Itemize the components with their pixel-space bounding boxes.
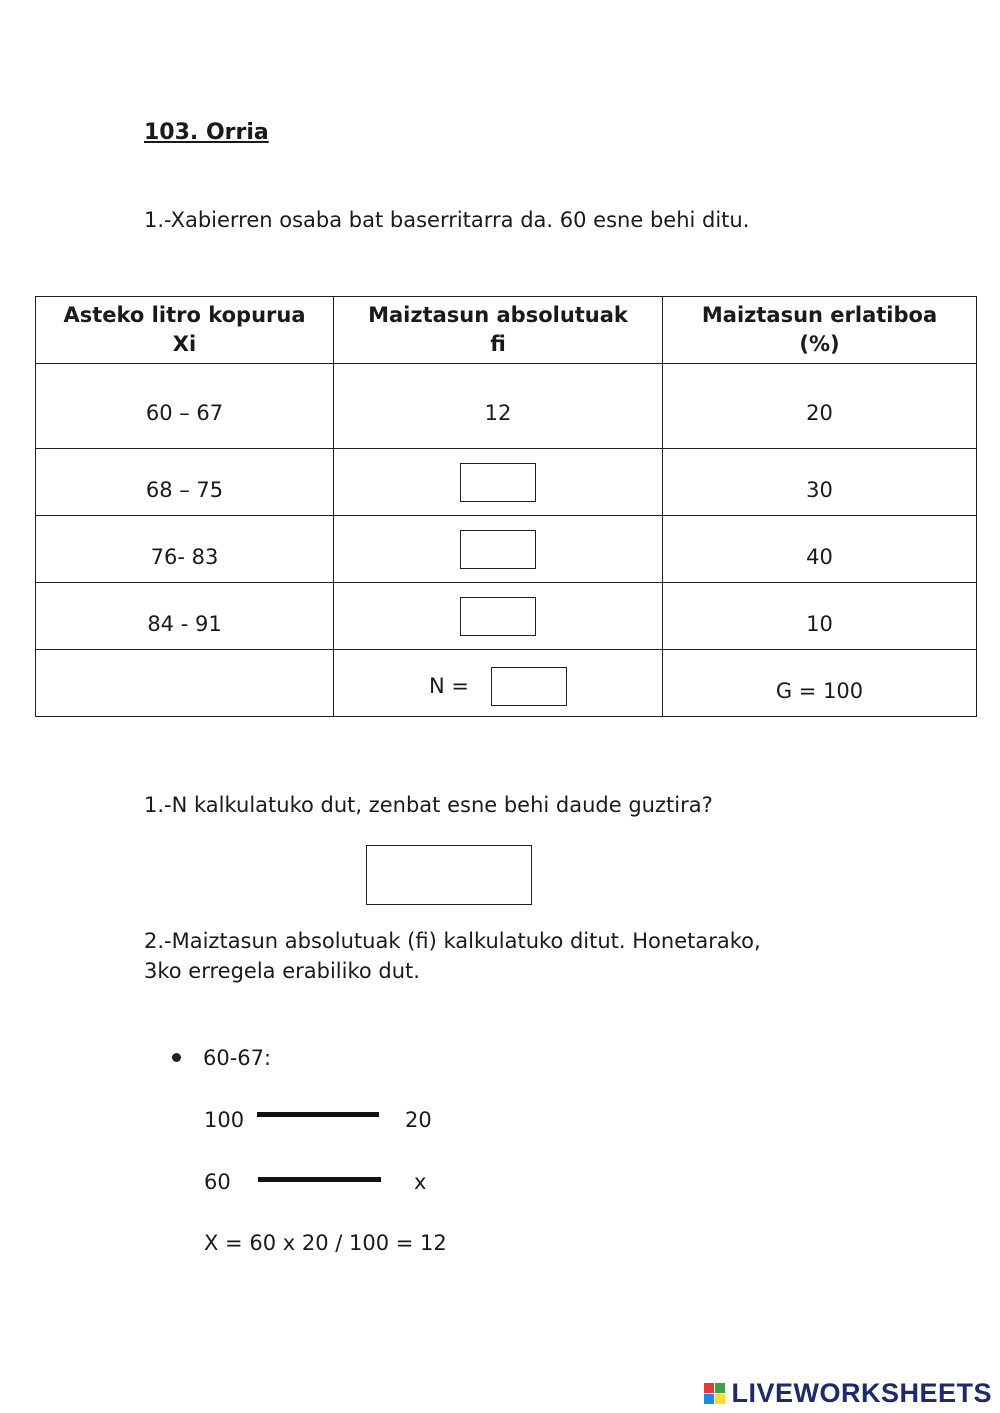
pct-cell (663, 449, 977, 516)
range-cell (36, 516, 334, 583)
rule-line-icon (258, 1177, 381, 1182)
header-liters-line2: Xi (172, 332, 197, 356)
page-title: 103. Orria (144, 120, 269, 145)
pct-cell (663, 516, 977, 583)
rule-row1-left: 100 (204, 1108, 245, 1132)
intro-text: 1.-Xabierren osaba bat baserritarra da. 60 esne behi ditu. (144, 208, 750, 232)
watermark-text: LIVEWORKSHEETS (731, 1378, 992, 1408)
range-cell (36, 449, 334, 516)
header-absolute-line2: fi (490, 332, 506, 356)
table-row (36, 516, 977, 583)
table-row (36, 449, 977, 516)
fi-cell (334, 449, 663, 516)
question-2-line1: 2.-Maiztasun absolutuak (fi) kalkulatuko ditut. Honetarako, (144, 929, 761, 953)
range-value: 84 - 91 (147, 612, 222, 636)
fi-cell (334, 516, 663, 583)
pct-value: 40 (806, 545, 833, 569)
range-cell (36, 583, 334, 650)
pct-value: 30 (806, 478, 833, 502)
fi-answer-box[interactable] (460, 530, 536, 569)
fi-answer-box[interactable] (460, 463, 536, 502)
header-liters-line1: Asteko litro kopurua (63, 303, 306, 327)
question-2 (144, 926, 904, 986)
pct-cell: 20 (663, 364, 977, 449)
liveworksheets-logo-icon (704, 1383, 725, 1404)
rule-row2-left: 60 (204, 1170, 231, 1194)
header-liters (36, 297, 334, 364)
formula: X = 60 x 20 / 100 = 12 (204, 1231, 447, 1255)
fi-answer-box[interactable] (460, 597, 536, 636)
n-label: N = (429, 674, 469, 698)
rule-line-icon (257, 1112, 379, 1117)
question-2-line2: 3ko erregela erabiliko dut. (144, 959, 420, 983)
pct-cell (663, 583, 977, 650)
example-bullet (172, 1046, 271, 1070)
range-value: 68 – 75 (145, 478, 224, 502)
empty-cell (36, 650, 334, 717)
fi-cell: 12 (334, 364, 663, 449)
fi-cell (334, 583, 663, 650)
range-value: 76- 83 (150, 545, 219, 569)
n-answer-input[interactable] (366, 845, 532, 905)
g-label: G = 100 (775, 679, 864, 703)
rule-row1-right: 20 (405, 1108, 432, 1132)
n-answer-box[interactable] (491, 667, 567, 706)
bullet-label: 60-67: (203, 1046, 272, 1070)
header-absolute-frequency (334, 297, 663, 364)
table-row (36, 364, 977, 449)
header-absolute-line1: Maiztasun absolutuak (368, 303, 628, 327)
g-total-cell (663, 650, 977, 717)
pct-value: 10 (806, 612, 833, 636)
rule-row2-right: x (414, 1170, 427, 1194)
frequency-table (35, 296, 977, 717)
table-row-total (36, 650, 977, 717)
question-1: 1.-N kalkulatuko dut, zenbat esne behi daude guztira? (144, 793, 713, 817)
header-relative-line1: Maiztasun erlatiboa (701, 303, 938, 327)
table-row (36, 583, 977, 650)
watermark (704, 1378, 992, 1409)
header-relative-frequency (663, 297, 977, 364)
bullet-dot-icon (172, 1053, 181, 1062)
n-total-cell (334, 650, 663, 717)
header-relative-line2: (%) (799, 332, 840, 356)
range-cell: 60 – 67 (36, 364, 334, 449)
